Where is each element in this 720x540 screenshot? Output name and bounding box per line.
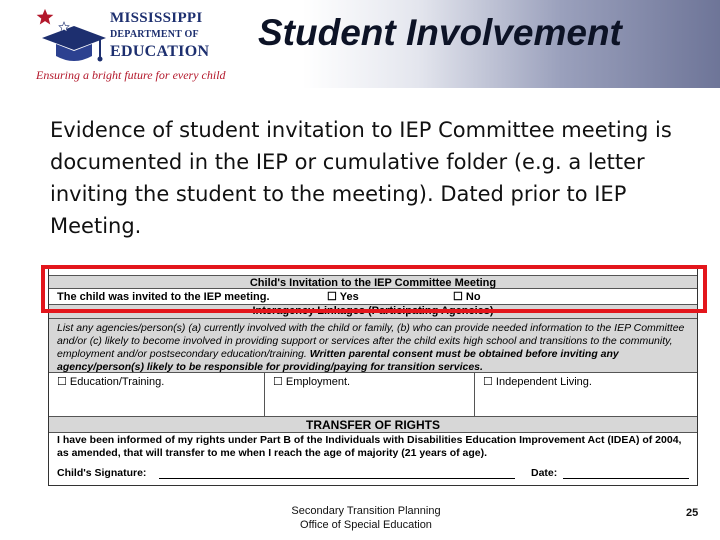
no-checkbox[interactable]: ☐ No bbox=[453, 291, 481, 303]
logo-tagline: Ensuring a bright future for every child bbox=[36, 68, 226, 82]
agency-consent-note: Written parental consent must be obtained before inviting any agency/person(s) likely to be responsible for providing/paying for transition services. bbox=[57, 348, 619, 373]
page-number: 25 bbox=[686, 507, 699, 519]
header-band bbox=[0, 0, 720, 88]
education-training-checkbox[interactable]: ☐ Education/Training. bbox=[49, 373, 265, 417]
transfer-section-title: TRANSFER OF RIGHTS bbox=[49, 417, 697, 433]
slide-title: Student Involvement bbox=[258, 12, 622, 53]
agency-instructions-text: List any agencies/person(s) (a) currently involved with the child or family, (b) who can provide needed information to the IEP Committee and/or (c) likely to become involved in providing support or services after the child exits high school and transitions to the community, employment and/or postsecondary education/training. bbox=[57, 322, 685, 360]
signature-row bbox=[49, 465, 697, 483]
invitation-statement: The child was invited to the IEP meeting. bbox=[57, 291, 270, 303]
mde-logo bbox=[30, 4, 226, 84]
logo-text-department: DEPARTMENT OF bbox=[110, 29, 199, 40]
transfer-statement: I have been informed of my rights under Part B of the Individuals with Disabilities Education Improvement Act (IDEA) of 2004, as amended, that will transfer to me when I reach the age of majority (21 years of age). bbox=[57, 434, 682, 459]
footer-line-2: Office of Special Education bbox=[300, 519, 432, 531]
date-line[interactable] bbox=[563, 478, 689, 479]
signature-line[interactable] bbox=[159, 478, 515, 479]
body-paragraph: Evidence of student invitation to IEP Committee meeting is documented in the IEP or cumulative folder (e.g. a letter inviting the student to the meeting). Dated prior to IEP Meeting. bbox=[50, 118, 672, 238]
date-label: Date: bbox=[531, 467, 558, 479]
signature-label: Child's Signature: bbox=[57, 467, 147, 479]
footer-credit bbox=[260, 504, 472, 532]
logo-text-mississippi: MISSISSIPPI bbox=[110, 10, 203, 26]
yes-checkbox[interactable]: ☐ Yes bbox=[327, 291, 359, 303]
footer-line-1: Secondary Transition Planning bbox=[291, 505, 441, 517]
graduation-cap-icon bbox=[34, 18, 108, 68]
agency-options-row bbox=[49, 373, 697, 417]
invitation-section-title: Child's Invitation to the IEP Committee Meeting bbox=[49, 275, 697, 289]
employment-checkbox[interactable]: ☐ Employment. bbox=[265, 373, 475, 417]
agency-instructions bbox=[49, 319, 697, 373]
logo-text-education: EDUCATION bbox=[110, 43, 210, 60]
agency-section-title: Interagency Linkages (Participating Agencies) bbox=[49, 305, 697, 319]
highlight-box bbox=[41, 265, 707, 313]
independent-living-checkbox[interactable]: ☐ Independent Living. bbox=[483, 376, 592, 388]
